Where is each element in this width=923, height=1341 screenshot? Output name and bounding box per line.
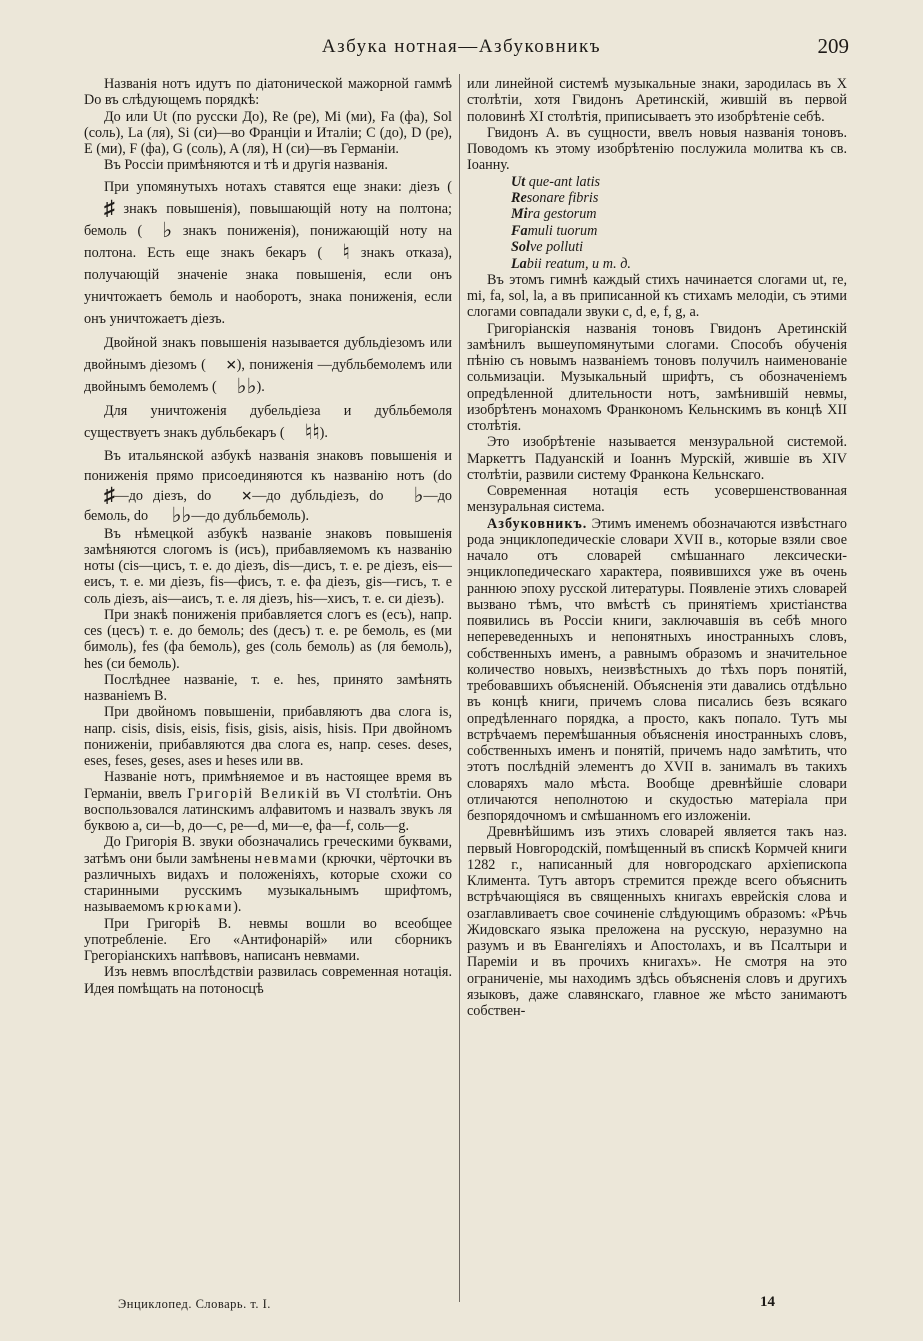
hymn-syllable: Fa xyxy=(511,222,528,239)
text-span: знакъ повышенія), повышающій ноту на полтона; бемоль ( xyxy=(84,200,452,239)
hymn-text: muli tuorum xyxy=(527,222,598,239)
paragraph: Въ нѣмецкой азбукѣ названіе знаковъ повышенія замѣняются слогомъ is (исъ), прибавляемомъ къ названію ноты (cis—цисъ, т. е. до діезъ, dis—дисъ, т. е. ре діезъ, eis—еисъ, т. е. ми діезъ, fis—фисъ, т. е. фа діезъ, gis—гисъ, т. е соль діезъ, ais—аисъ, т. е. ля діезъ, his—хисъ, т. е. си діезъ). xyxy=(84,525,452,607)
footer-signature: Энциклопед. Словарь. т. I. xyxy=(118,1297,271,1311)
hymn-line xyxy=(511,256,847,272)
text-span: При упомянутыхъ нотахъ ставятся еще знаки: діезъ ( xyxy=(104,178,452,195)
paragraph: Гвидонъ А. въ сущности, ввелъ новыя названія тоновъ. Поводомъ къ этому изобрѣтенію послужила молитва къ св. Іоанну. xyxy=(467,124,847,174)
hymn-syllable: Mi xyxy=(511,206,528,223)
right-column xyxy=(467,76,847,1019)
text-span: ). xyxy=(233,899,242,916)
paragraph xyxy=(84,834,452,915)
hymn-syllable: Sol xyxy=(511,239,530,256)
hymn-text: que-ant latis xyxy=(525,173,601,190)
hymn-line xyxy=(511,190,847,206)
text-span: —до діезъ, do xyxy=(114,487,222,504)
text-span: знакъ пониженія), понижающій ноту на полтона. Есть еще знакъ бекаръ ( xyxy=(84,222,452,261)
natural-sign-icon: ♮ xyxy=(342,239,350,264)
term: крюками xyxy=(167,899,234,916)
text-span: (крючки, чёрточки въ различныхъ видахъ и положеніяхъ, которые схожи со старинными русскимъ музыкальнымъ шрифтомъ, называемомъ xyxy=(84,850,452,916)
paragraph xyxy=(84,769,452,834)
paragraph: Григоріанскія названія тоновъ Гвидонъ Аретинскій замѣнилъ вышеупомянутыми слогами. Способъ обученія пѣнію съ новымъ названіемъ тоновъ получилъ наименованіе сольмизаціи. Музыкальный шрифтъ, съ обозначеніемъ опредѣленной длительности нотъ, замѣнившій невмы, изобрѣтенъ монахомъ Франкономъ Кельнскимъ въ концѣ XII столѣтія. xyxy=(467,320,847,435)
paragraph-italian xyxy=(84,446,452,526)
sharp-sign-icon: ♯ xyxy=(104,482,115,507)
hymn-text: ve polluti xyxy=(529,239,584,256)
signature-mark: 14 xyxy=(760,1294,775,1310)
term: невмами xyxy=(254,850,318,867)
text-span: Двойной знакъ повышенія называется дубльдіезомъ или двойнымъ діезомъ ( xyxy=(84,334,452,373)
hymn-line xyxy=(511,223,847,239)
double-sharp-sign-icon: × xyxy=(225,354,237,376)
hymn-line xyxy=(511,239,847,255)
paragraph: Это изобрѣтеніе называется мензуральной системой. Маркеттъ Падуанскій и Іоаннъ Мурскій, жившіе въ XIV столѣтіи, развили систему Франкона Кельнскаго. xyxy=(467,434,847,483)
left-column xyxy=(84,76,452,997)
text-span: знакъ отказа), получающій значеніе знака повышенія, если онъ уничтожаетъ бемоль и наоборотъ, знака пониженія, если онъ уничтожаетъ діезъ. xyxy=(84,244,452,327)
paragraph-signs xyxy=(84,176,452,330)
hymn-syllable: Ut xyxy=(511,173,526,190)
page-number: 209 xyxy=(817,34,849,58)
text-span: До Григорія В. звуки обозначались греческими буквами, затѣмъ они были замѣнены xyxy=(84,834,452,867)
text-span: ). xyxy=(319,424,328,441)
text-span: ). xyxy=(256,378,265,395)
paragraph-double-signs xyxy=(84,332,452,398)
double-sharp-sign-icon: × xyxy=(241,485,253,507)
paragraph: Послѣднее названіе, т. е. hes, принято замѣнять названіемъ B. xyxy=(84,671,452,704)
hymn-line xyxy=(511,174,847,190)
double-natural-sign-icon: ♮♮ xyxy=(304,419,320,444)
text-span: Этимъ именемъ обозначаются извѣстнаго рода энциклопедическіе словари XVII в., которые взяли свое начало отъ словарей смѣшаннаго лексически-энциклопедическаго характера, появившихся уже въ очень раннюю эпоху русской литературы. Появленіе этихъ словарей вызвано тѣмъ, что вмѣстѣ съ принятіемъ христіанства появились въ Россіи книги, заключавшія въ себѣ много непереведенныхъ и непонятныхъ иностранныхъ словъ, собственныхъ именъ, а равнымъ образомъ и значительное количество новыхъ, неизвѣстныхъ до тѣхъ поръ понятій, требовавшихъ объясненій. Объясненія эти давались отдѣльно въ концѣ книги, причемъ слова писались безъ всякаго опредѣленнаго порядка, а просто, какъ попало. Тутъ мы встрѣчаемъ перемѣшанныя объясненія иностранныхъ словъ, собственныхъ именъ и понятій, причемъ надо замѣтить, что этотъ послѣдній элементъ до XVII в. занималъ въ такихъ словаряхъ мало мѣста. Вообще древнѣйшіе словари отличаются неполнотою и скудостью матеріала при безпорядочномъ и смѣшанномъ его изложеніи. xyxy=(467,515,847,825)
text-span: въ VI столѣтіи. Онъ воспользовался латинскимъ алфавитомъ и назвалъ звукъ ля буквою a, си—b, до—c, ре—d, ми—e, фа—f, соль—g. xyxy=(84,785,452,834)
paragraph: При знакѣ пониженія прибавляется слогъ es (есъ), напр. ces (цесъ) т. е. до бемоль; des (десъ) т. е. ре бемоль, es (ми бимоль), fes (фа бемоль), ges (соль бемоль) as (ля бемоль), hes (си бемоль). xyxy=(84,606,452,672)
text-span: —до дубльдіезъ, do xyxy=(252,487,394,504)
hymn-verse xyxy=(511,174,847,272)
text-span: ), пониженія —дубльбемолемъ или двойнымъ бемолемъ ( xyxy=(84,356,452,395)
entry-headword: Азбуковникъ. xyxy=(487,515,588,532)
text-span: Названіе нотъ, примѣняемое и въ настоящее время въ Германіи, ввелъ xyxy=(84,769,452,802)
paragraph: Современная нотація есть усовершенствованная мензуральная система. xyxy=(467,483,847,516)
paragraph: До или Ut (по русски До), Re (ре), Mi (ми), Fa (фа), Sol (соль), La (ля), Si (си)—во Франціи и Италіи; C (до), D (ре), E (ми), F (фа), G (соль), A (ля), H (си)—въ Германіи. xyxy=(84,108,452,157)
paragraph: Древнѣйшимъ изъ этихъ словарей является такъ наз. первый Новгородскій, помѣщенный въ спискѣ Кормчей книги 1282 г., написанный для новгородскаго архіепископа Климента. Тутъ авторъ стремится прежде всего объяснить встрѣчающіяся въ священныхъ книгахъ еврейскія слова и озаглавливаетъ свое сочиненіе слѣдующимъ образомъ: «Рѣчь Жидовскаго языка преложена на русскую, неразумно на разумъ и въ Евангеліяхъ и Апостолахъ, и въ Псалтыри и Пареміи и въ прочихъ книгахъ». Не смотря на это ограниченіе, мы находимъ здѣсь объясненія словъ и другихъ языковъ, даже славянскаго, главное же мѣсто занимаютъ собствен- xyxy=(467,824,847,1020)
double-flat-sign-icon: ♭♭ xyxy=(171,502,192,527)
sharp-sign-icon: ♯ xyxy=(104,195,115,220)
hymn-line xyxy=(511,206,847,222)
hymn-text: bii reatum, и т. д. xyxy=(526,255,631,272)
hymn-text: sonare fibris xyxy=(526,189,599,206)
paragraph: Изъ невмъ впослѣдствіи развилась современная нотація. Идея помѣщать на потоносцѣ xyxy=(84,964,452,997)
hymn-syllable: Re xyxy=(511,189,527,206)
paragraph: Названія нотъ идутъ по діатонической мажорной гаммѣ Do въ слѣдующемъ порядкѣ: xyxy=(84,76,452,109)
paragraph: Въ этомъ гимнѣ каждый стихъ начинается слогами ut, re, mi, fa, sol, la, а въ приписанной къ стихамъ мелодіи, съ этими слогами совпадали звуки c, d, e, f, g, a. xyxy=(467,271,847,321)
column-divider xyxy=(459,74,460,1302)
flat-sign-icon: ♭ xyxy=(162,217,173,242)
text-span: —до дубльбемоль). xyxy=(191,507,310,524)
text-span: Для уничтоженія дубельдіеза и дубльбемоля существуетъ знакъ дубльбекаръ ( xyxy=(84,402,452,441)
hymn-text: ra gestorum xyxy=(527,206,597,223)
running-head: Азбука нотная—Азбуковникъ xyxy=(321,36,602,57)
paragraph: Въ Россіи примѣняются и тѣ и другія названія. xyxy=(104,157,388,174)
text-span: —до бемоль, do xyxy=(84,487,452,524)
hymn-syllable: La xyxy=(511,255,527,272)
person-name: Григорій Великій xyxy=(187,785,321,802)
flat-sign-icon: ♭ xyxy=(413,482,424,507)
text-span: Въ итальянской азбукѣ названія знаковъ повышенія и пониженія прямо присоединяются къ названію нотъ (do xyxy=(84,447,452,484)
paragraph-double-natural xyxy=(84,400,452,444)
entry-paragraph xyxy=(467,516,847,825)
paragraph: При Григоріѣ В. невмы вошли во всеобщее употребленіе. Его «Антифонарій» или сборникъ Грегоріанскихъ напѣвовъ, написанъ невмами. xyxy=(84,915,452,964)
paragraph: При двойномъ повышеніи, прибавляютъ два слога is, напр. cisis, disis, eisis, fisis, gisis, aisis, hisis. При двойномъ пониженіи, прибавляются два слога es, напр. ceses. deses, eses, feses, geses, ases и heses или вв. xyxy=(84,704,452,769)
double-flat-sign-icon: ♭♭ xyxy=(236,373,257,398)
paragraph: или линейной системѣ музыкальные знаки, зародилась въ X столѣтіи, хотя Гвидонъ Аретинскій, жившій въ первой половинѣ XI столѣтія, приписываетъ это изобрѣтеніе себѣ. xyxy=(467,76,847,125)
